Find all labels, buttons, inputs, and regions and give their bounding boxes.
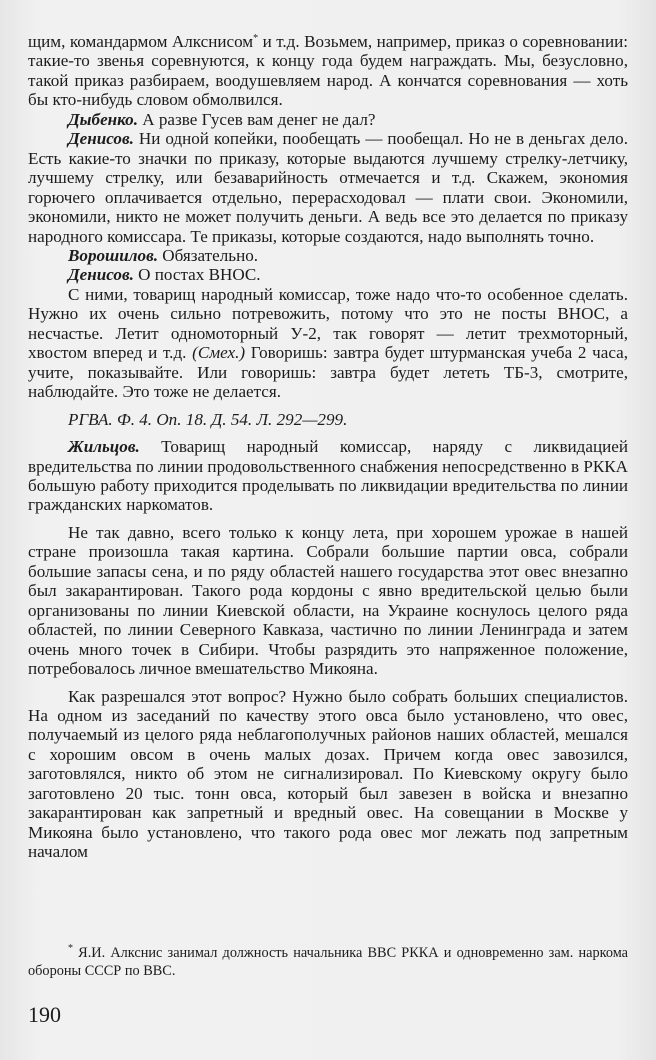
speaker-name: Дыбенко. — [68, 109, 138, 129]
footnote-marker: * — [253, 33, 259, 44]
paragraph-denisov-1: Денисов. Ни одной копейки, пообещать — пообещал. Но не в деньгах дело. Есть какие-то значки по приказу, которые выдаются лучшему стрелку-летчику, лучшему стрелку, или безаварийность отмечается и т.д. Скажем, экономия горючего оплачивается отдельно, перерасходовал — плати свои. Экономили, экономили, никто не может получить деньги. А ведь все это делается по приказу народного комиссара. Те приказы, которые создаются, надо выполнять точно. — [28, 129, 628, 246]
footnote-text: Я.И. Алкснис занимал должность начальника ВВС РККА и одновременно зам. наркома обороны СССР по ВВС. — [28, 945, 628, 979]
footnote — [28, 944, 628, 980]
archive-source: РГВА. Ф. 4. Оп. 18. Д. 54. Л. 292—299. — [68, 409, 348, 429]
paragraph-denisov-2: Денисов. О постах ВНОС. — [68, 265, 261, 285]
paragraph-oats-1: Не так давно, всего только к концу лета, при хорошем урожае в нашей стране произошла такая картина. Собрали большие партии овса, собрали большие запасы сена, и по ряду областей нашего государства этот овес внезапно был закарантирован. Такого рода кордоны с явно вредительской целью были организованы по линии Киевской области, на Украине коснулось целого ряда областей, по линии Северного Кавказа, частично по линии Ленинграда и затем очень много точек в Сибири. Чтобы разрядить это напряженное положение, потребовалось личное вмешательство Микояна. — [28, 522, 628, 679]
main-text — [28, 32, 628, 862]
paragraph-oats-2: Как разрешался этот вопрос? Нужно было собрать больших специалистов. На одном из заседаний по качеству этого овса было установлено, что овес, получаемый из целого ряда неблагополучных районов наших областей, мешался с хорошим овсом в очень малых дозах. Причем когда овес завозился, заготовлялся, никто об этом не сигнализировал. По Киевскому округу было заготовлено 20 тыс. тонн овса, который был завезен в войска и внезапно закарантирован как запретный и вредный овес. На совещании в Москве у Микояна было установлено, что такого рода овес мог лежать под запретным началом — [28, 686, 628, 862]
speaker-name: Денисов. — [68, 129, 134, 149]
footnote-divider — [28, 938, 178, 939]
speaker-name: Жильцов. — [68, 437, 140, 457]
paragraph-zhiltsov: Жильцов. Товарищ народный комиссар, наряду с ликвидацией вредительства по линии продовольственного снабжения непосредственно в РККА большую работу приходится проделывать по ликвидации вредительства по линии гражданских наркоматов. — [28, 437, 628, 515]
paragraph-voroshilov: Ворошилов. Обязательно. — [68, 245, 259, 265]
speaker-name: Ворошилов. — [68, 245, 159, 265]
paragraph-1: щим, командармом Алкснисом* и т.д. Возьмем, например, приказ о соревновании: такие-то звенья соревнуются, к концу года будем награждать. Мы, безусловно, такой приказ разбираем, воодушевляем народ. А кончатся соревнования — хоть бы кто-нибудь словом обмолвился. — [28, 32, 628, 110]
page-number: 190 — [28, 1002, 61, 1027]
paragraph-vnos: С ними, товарищ народный комиссар, тоже надо что-то особенное сделать. Нужно их очень сильно потревожить, потому что это не посты ВНОС, а несчастье. Летит одномоторный У-2, так говорят — летит трехмоторный, хвостом вперед и т.д. (Смех.) Говоришь: завтра будет штурманская учеба 2 часа, учите, показывайте. Или говоришь: завтра будет лететь ТБ-3, смотрите, наблюдайте. Это тоже не делается. — [28, 284, 628, 402]
speaker-name: Денисов. — [68, 265, 134, 285]
stage-remark: (Смех.) — [192, 343, 246, 363]
footnote-mark: * — [68, 943, 73, 954]
paragraph-dybenko: Дыбенко. А разве Гусев вам денег не дал? — [68, 109, 376, 129]
